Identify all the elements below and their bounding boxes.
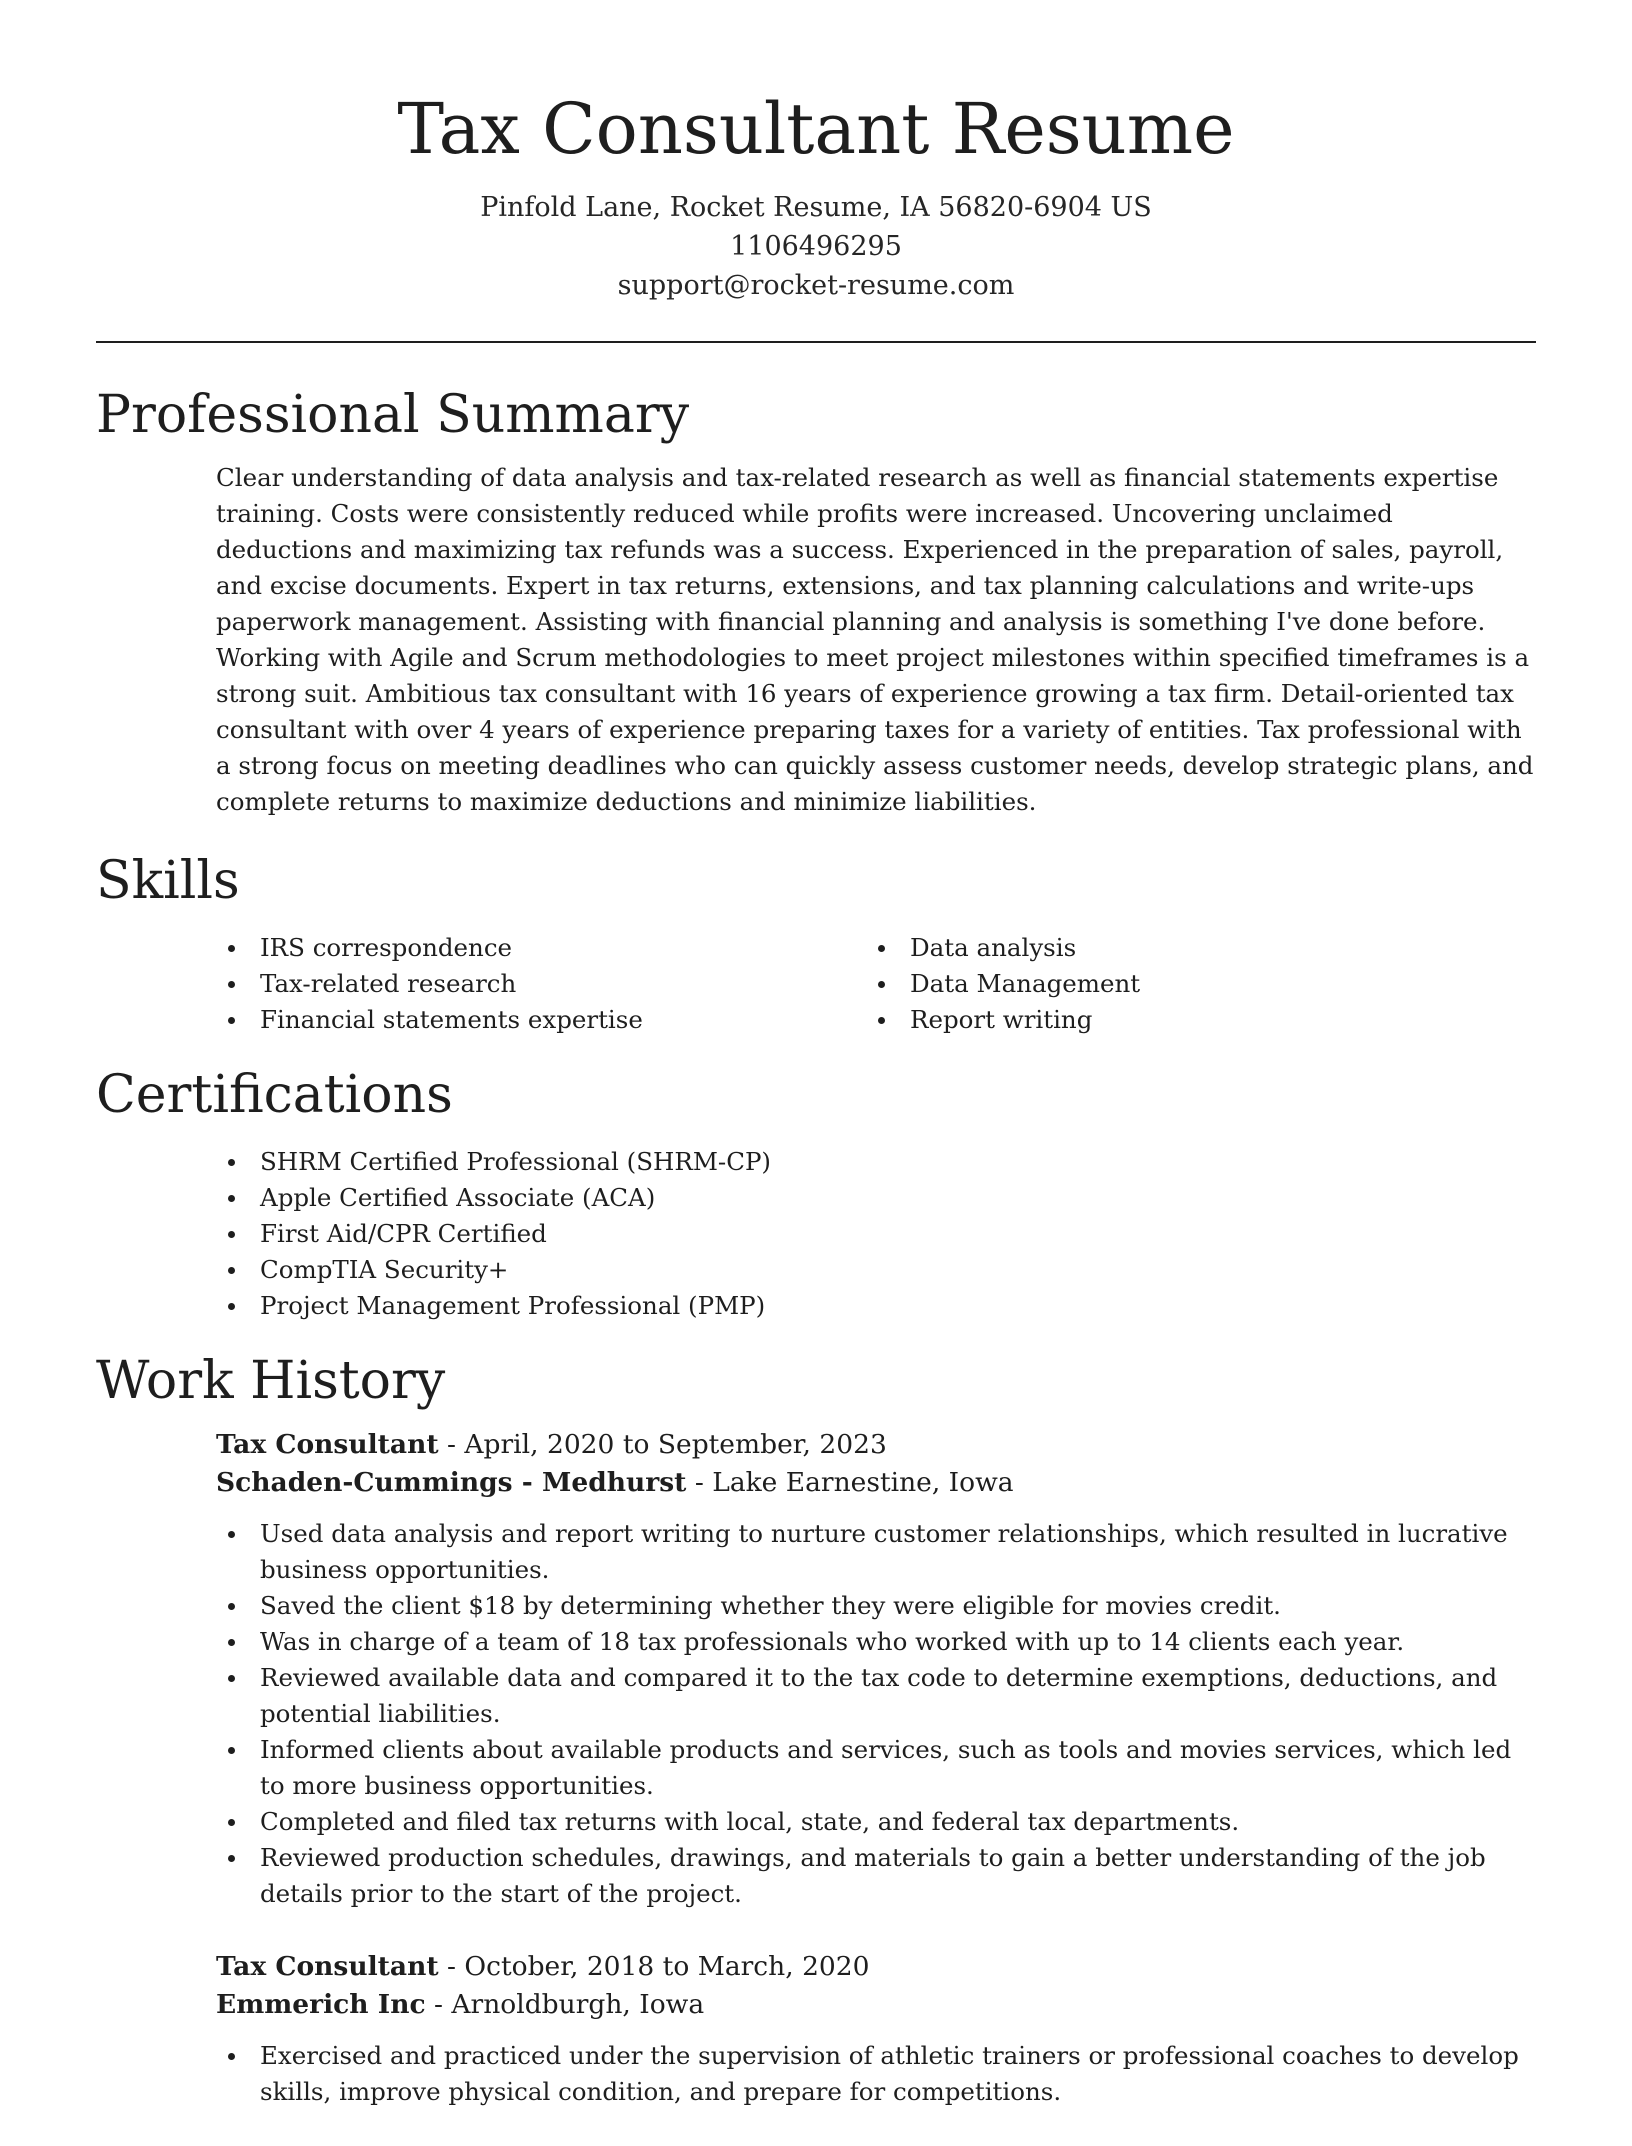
- job-role: Tax Consultant: [216, 1429, 439, 1460]
- job-bullet: Reviewed available data and compared it to the tax code to determine exemptions, deductions, and potential liabilities.: [216, 1660, 1536, 1732]
- contact-phone: 1106496295: [730, 231, 902, 262]
- contact-email: support@rocket-resume.com: [617, 270, 1015, 301]
- skill-item: IRS correspondence: [216, 930, 866, 966]
- skill-item: Financial statements expertise: [216, 1002, 866, 1038]
- job-bullets: [216, 1516, 1536, 1912]
- certifications-section: [96, 1060, 1536, 1324]
- work-history-section: [96, 1346, 1536, 2110]
- certification-item: Project Management Professional (PMP): [216, 1288, 1536, 1324]
- job-entry: [216, 1948, 1536, 2110]
- skills-section: [96, 846, 1536, 1038]
- job-bullet: Was in charge of a team of 18 tax professionals who worked with up to 14 clients each year.: [216, 1624, 1536, 1660]
- summary-text: Clear understanding of data analysis and tax-related research as well as financial statements expertise training. Costs were consistently reduced while profits were increased. Uncovering unclaimed deductions and maximizing tax refunds was a success. Experienced in the preparation of sales, payroll, and excise documents. Expert in tax returns, extensions, and tax planning calculations and write-ups paperwork management. Assisting with financial planning and analysis is something I've done before. Working with Agile and Scrum methodologies to meet project milestones within specified timeframes is a strong suit. Ambitious tax consultant with 16 years of experience growing a tax firm. Detail-oriented tax consultant with over 4 years of experience preparing taxes for a variety of entities. Tax professional with a strong focus on meeting deadlines who can quickly assess customer needs, develop strategic plans, and complete returns to maximize deductions and minimize liabilities.: [216, 463, 1534, 816]
- job-bullet: Used data analysis and report writing to nurture customer relationships, which resulted in lucrative business opportunities.: [216, 1516, 1536, 1588]
- job-bullet: Informed clients about available products and services, such as tools and movies services, which led to more business opportunities.: [216, 1732, 1536, 1804]
- resume-body: [96, 380, 1536, 2146]
- skill-item: Data analysis: [866, 930, 1516, 966]
- contact-info: [96, 188, 1536, 305]
- skill-item: Report writing: [866, 1002, 1516, 1038]
- certification-item: CompTIA Security+: [216, 1252, 1536, 1288]
- job-bullet: Exercised and practiced under the supervision of athletic trainers or professional coaches to develop skills, improve physical condition, and prepare for competitions.: [216, 2038, 1536, 2110]
- job-role: Tax Consultant: [216, 1951, 439, 1982]
- job-dates: - October, 2018 to March, 2020: [438, 1951, 870, 1982]
- skills-list-left: [216, 930, 866, 1038]
- resume-title: Tax Consultant Resume: [397, 88, 1235, 170]
- job-entry: [216, 1426, 1536, 1912]
- skills-heading: Skills: [96, 851, 240, 911]
- job-company: Schaden-Cummings - Medhurst: [216, 1467, 687, 1498]
- skills-grid: [216, 930, 1536, 1038]
- certification-item: First Aid/CPR Certified: [216, 1216, 1536, 1252]
- resume-header: [96, 84, 1536, 305]
- skill-item: Tax-related research: [216, 966, 866, 1002]
- certifications-list: [216, 1144, 1536, 1324]
- work-history-heading: Work History: [96, 1351, 446, 1411]
- summary-section: [96, 380, 1536, 820]
- summary-heading: Professional Summary: [96, 385, 690, 445]
- job-bullet: Saved the client $18 by determining whether they were eligible for movies credit.: [216, 1588, 1536, 1624]
- certification-item: SHRM Certified Professional (SHRM-CP): [216, 1144, 1536, 1180]
- contact-address: Pinfold Lane, Rocket Resume, IA 56820-6904 US: [480, 192, 1152, 223]
- job-location: - Arnoldburgh, Iowa: [425, 1989, 705, 2020]
- job-dates: - April, 2020 to September, 2023: [438, 1429, 887, 1460]
- job-bullet: Reviewed production schedules, drawings, and materials to gain a better understanding of the job details prior to the start of the project.: [216, 1840, 1536, 1912]
- job-title-line: [216, 1948, 1536, 1986]
- certification-item: Apple Certified Associate (ACA): [216, 1180, 1536, 1216]
- skills-list-right: [866, 930, 1516, 1038]
- job-company-line: [216, 1464, 1536, 1502]
- skill-item: Data Management: [866, 966, 1516, 1002]
- job-company: Emmerich Inc: [216, 1989, 426, 2020]
- header-divider: [96, 341, 1536, 343]
- job-bullets: [216, 2038, 1536, 2110]
- job-title-line: [216, 1426, 1536, 1464]
- job-bullet: Completed and filed tax returns with local, state, and federal tax departments.: [216, 1804, 1536, 1840]
- job-location: - Lake Earnestine, Iowa: [686, 1467, 1014, 1498]
- job-company-line: [216, 1986, 1536, 2024]
- certifications-heading: Certifications: [96, 1065, 453, 1125]
